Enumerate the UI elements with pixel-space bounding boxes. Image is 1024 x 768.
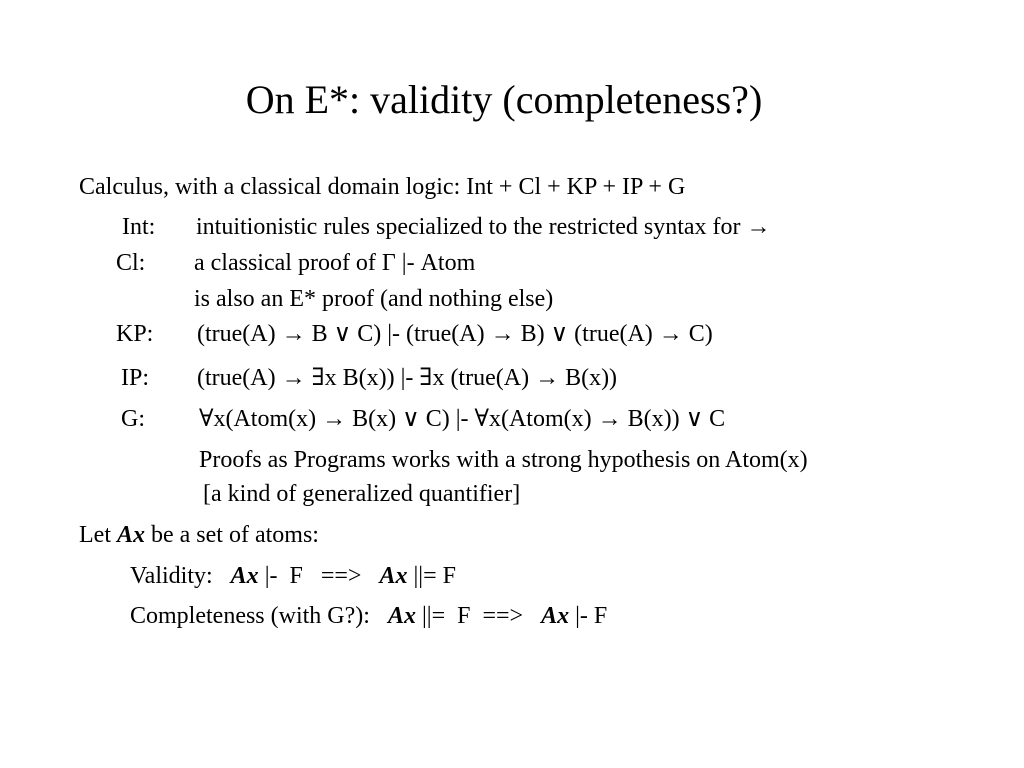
let-suffix: be a set of atoms: xyxy=(145,522,319,548)
calculus-line: Calculus, with a classical domain logic: Int + Cl + KP + IP + G xyxy=(79,174,686,200)
completeness-ax-left: Ax xyxy=(387,603,416,629)
rule-label-cl: Cl: xyxy=(116,250,146,276)
rule-label-kp: KP: xyxy=(116,321,154,347)
rule-label-int: Int: xyxy=(122,214,156,240)
completeness-end: |- F xyxy=(569,603,608,629)
validity-ax-right: Ax xyxy=(379,563,408,589)
validity-middle: |- F ==> xyxy=(258,563,380,589)
rule-label-g: G: xyxy=(121,406,145,432)
validity-ax-left: Ax xyxy=(230,563,259,589)
let-ax-line xyxy=(79,521,319,549)
rule-text-kp: (true(A) → B ∨ C) |- (true(A) → B) ∨ (true(A) → C) xyxy=(197,321,713,347)
rule-label-ip: IP: xyxy=(121,365,150,391)
completeness-label: Completeness (with G?): xyxy=(130,603,370,629)
proofs-note: Proofs as Programs works with a strong hypothesis on Atom(x) xyxy=(199,447,808,473)
ax-symbol: Ax xyxy=(116,522,145,548)
rule-text-ip: (true(A) → ∃x B(x)) |- ∃x (true(A) → B(x)) xyxy=(197,365,618,391)
validity-line xyxy=(130,562,456,590)
rule-text-cl: a classical proof of Γ |- Atom xyxy=(194,250,476,276)
completeness-ax-right: Ax xyxy=(541,603,570,629)
slide-title: On E*: validity (completeness?) xyxy=(245,77,763,122)
rule-text-int: intuitionistic rules specialized to the restricted syntax for → xyxy=(196,214,771,240)
quantifier-note: [a kind of generalized quantifier] xyxy=(203,481,521,507)
let-prefix: Let xyxy=(79,522,117,548)
completeness-middle: ||= F ==> xyxy=(415,603,542,629)
validity-label: Validity: xyxy=(130,563,213,589)
rule-text-g: ∀x(Atom(x) → B(x) ∨ C) |- ∀x(Atom(x) → B(x)) ∨ C xyxy=(199,406,726,432)
completeness-line xyxy=(130,602,607,630)
rule-text-cl-continued: is also an E* proof (and nothing else) xyxy=(194,286,554,312)
validity-end: ||= F xyxy=(407,563,456,589)
